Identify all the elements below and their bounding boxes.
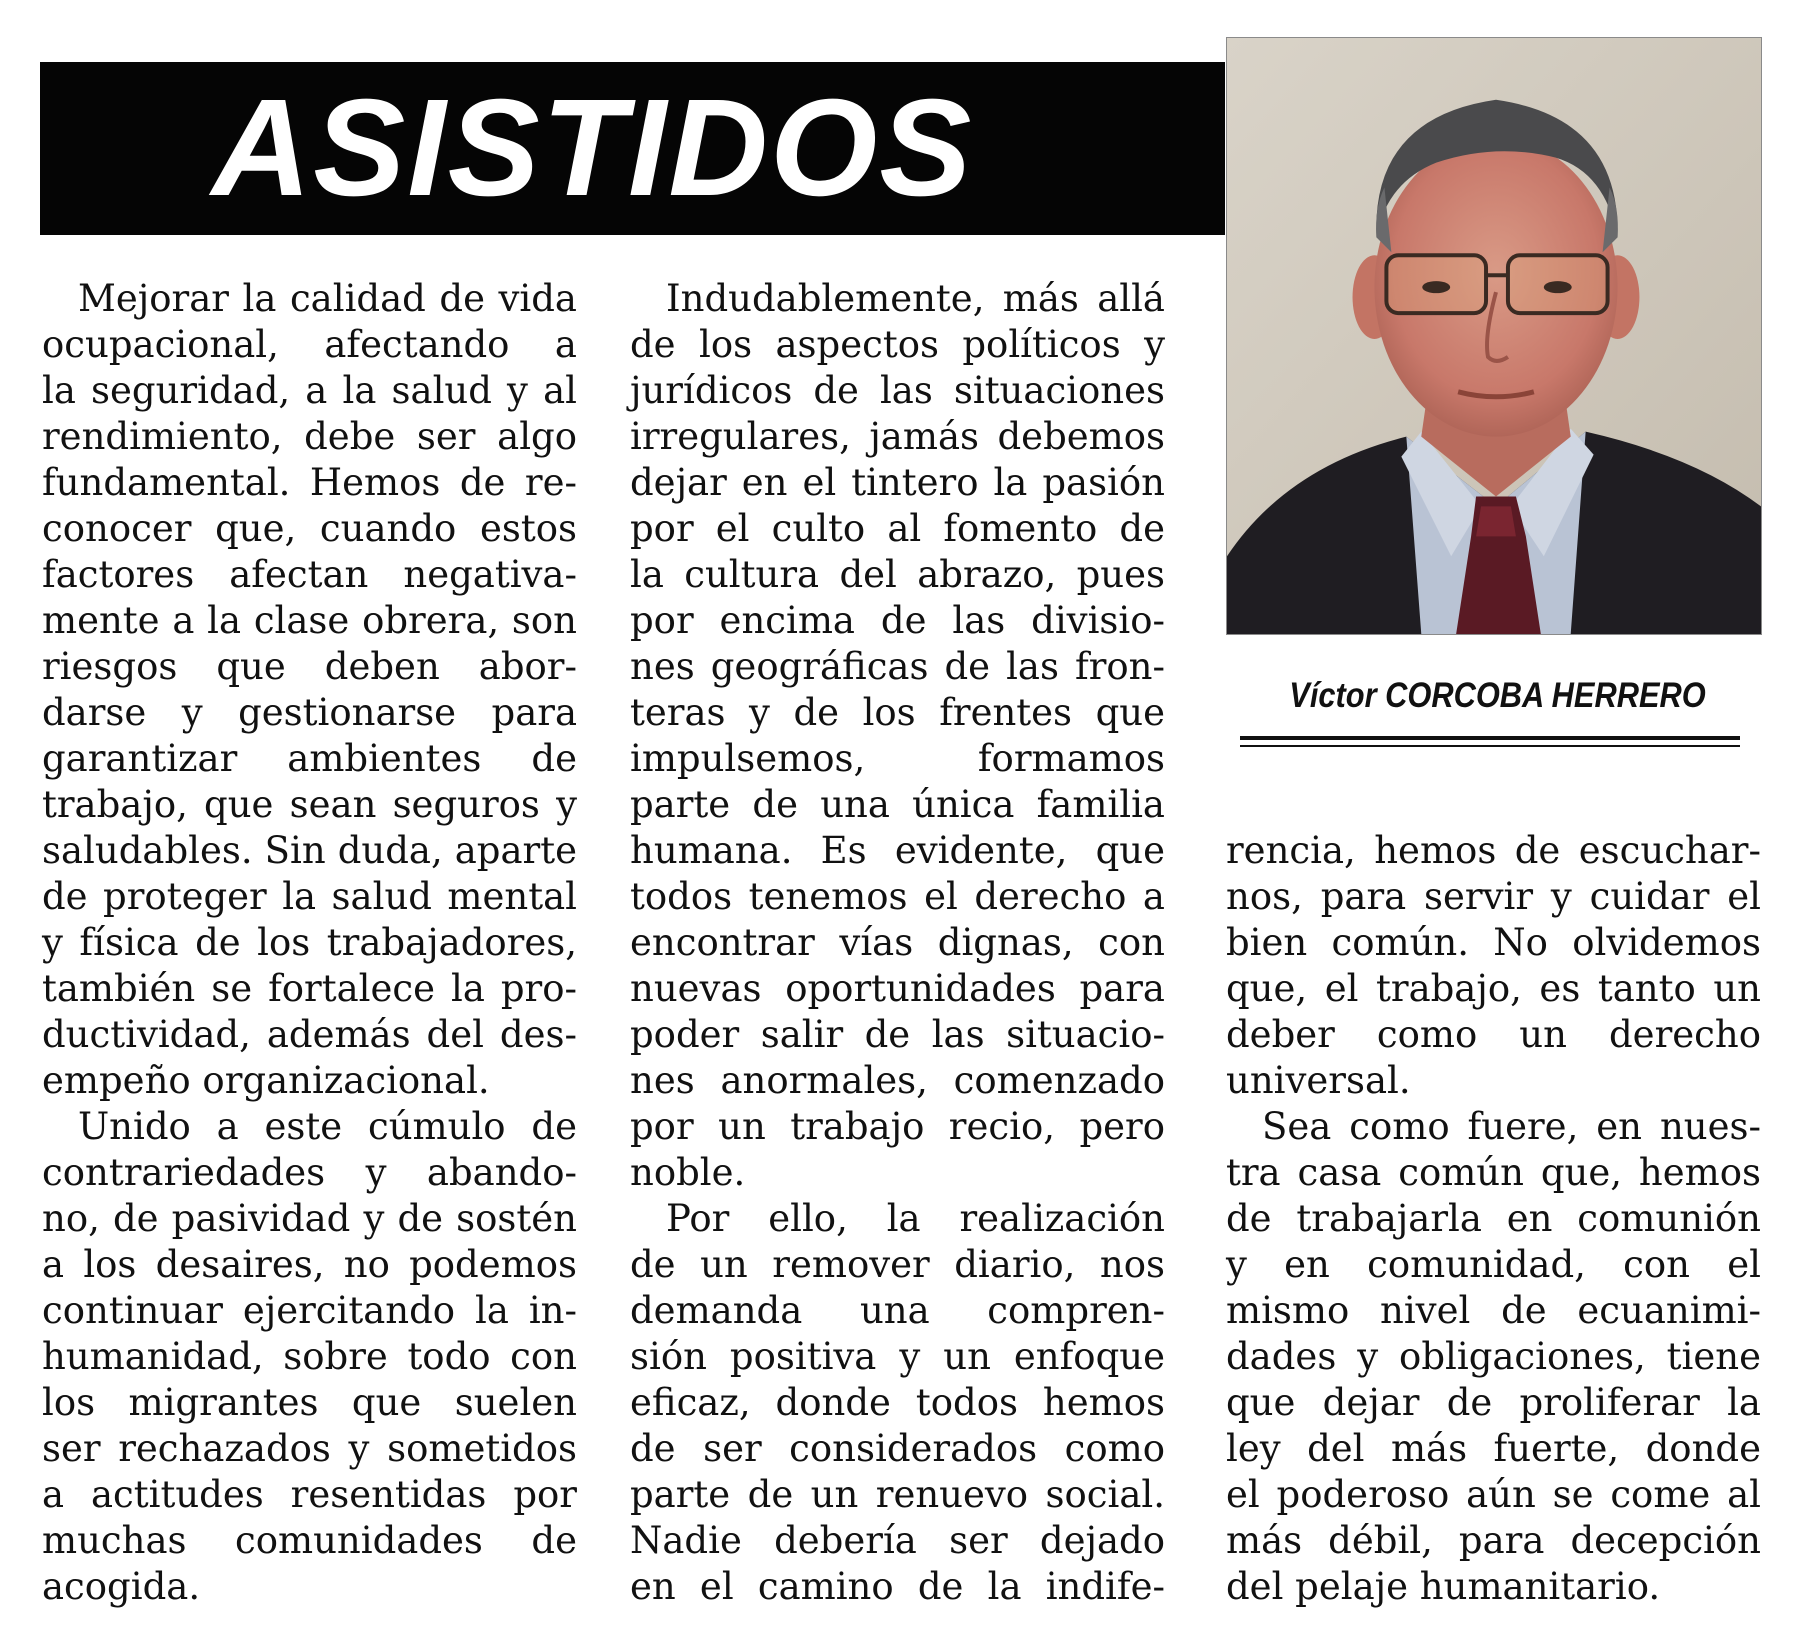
text-line: a los desaires, no podemos xyxy=(42,1243,577,1286)
text-line: noble. xyxy=(630,1151,746,1194)
text-line: humana. Es evidente, que xyxy=(630,829,1165,872)
text-line: muchas comunidades de xyxy=(42,1519,577,1562)
text-line: por un trabajo recio, pero xyxy=(630,1105,1165,1148)
text-line: contrariedades y abando- xyxy=(42,1151,577,1194)
text-line: y en comunidad, con el xyxy=(1226,1243,1761,1286)
text-line: nes anormales, comenzado xyxy=(630,1059,1165,1102)
author-byline: Víctor CORCOBA HERRERO xyxy=(1289,676,1706,715)
text-line: eficaz, donde todos hemos xyxy=(630,1381,1165,1424)
text-line: teras y de los frentes que xyxy=(630,691,1165,734)
article-column-3 xyxy=(1226,828,1761,1610)
text-line: irregulares, jamás debemos xyxy=(630,415,1165,458)
text-line: sión positiva y un enfoque xyxy=(630,1335,1165,1378)
text-line: nuevas oportunidades para xyxy=(630,967,1165,1010)
text-line: demanda una compren- xyxy=(630,1289,1165,1332)
text-line: deber como un derecho xyxy=(1226,1013,1761,1056)
text-line: los migrantes que suelen xyxy=(42,1381,577,1424)
author-portrait-image xyxy=(1227,38,1761,634)
text-line: dades y obligaciones, tiene xyxy=(1226,1335,1761,1378)
text-line: a actitudes resentidas por xyxy=(42,1473,577,1516)
text-line: Sea como fuere, en nues- xyxy=(1262,1105,1761,1148)
author-photo xyxy=(1226,37,1762,635)
text-line: ductividad, además del des- xyxy=(42,1013,577,1056)
byline-rule-thin xyxy=(1240,745,1740,747)
text-line: acogida. xyxy=(42,1565,201,1608)
text-line: encontrar vías dignas, con xyxy=(630,921,1165,964)
text-line: que, el trabajo, es tanto un xyxy=(1226,967,1761,1010)
text-line: por encima de las divisio- xyxy=(630,599,1165,642)
text-line: nos, para servir y cuidar el xyxy=(1226,875,1761,918)
text-line: bien común. No olvidemos xyxy=(1226,921,1761,964)
text-line: riesgos que deben abor- xyxy=(42,645,577,688)
text-line: que dejar de proliferar la xyxy=(1226,1381,1761,1424)
text-line: de ser considerados como xyxy=(630,1427,1165,1470)
title-banner xyxy=(40,62,1225,235)
text-line: trabajo, que sean seguros y xyxy=(42,783,577,826)
text-line: tra casa común que, hemos xyxy=(1226,1151,1761,1194)
text-line: ser rechazados y sometidos xyxy=(42,1427,577,1470)
text-line: empeño organizacional. xyxy=(42,1059,490,1102)
text-line: jurídicos de las situaciones xyxy=(630,369,1165,412)
text-line: la cultura del abrazo, pues xyxy=(630,553,1165,596)
text-line: universal. xyxy=(1226,1059,1411,1102)
text-line: de los aspectos políticos y xyxy=(630,323,1165,366)
text-line: Nadie debería ser dejado xyxy=(630,1519,1165,1562)
text-line: parte de un renuevo social. xyxy=(630,1473,1165,1516)
text-line: ocupacional, afectando a xyxy=(42,323,577,366)
article-title: ASISTIDOS xyxy=(211,71,974,225)
text-line: también se fortalece la pro- xyxy=(42,967,577,1010)
text-line: poder salir de las situacio- xyxy=(630,1013,1165,1056)
text-line: parte de una única familia xyxy=(630,783,1165,826)
text-line: de trabajarla en comunión xyxy=(1226,1197,1761,1240)
text-line: del pelaje humanitario. xyxy=(1226,1565,1661,1608)
text-line: mismo nivel de ecuanimi- xyxy=(1226,1289,1761,1332)
text-line: dejar en el tintero la pasión xyxy=(630,461,1165,504)
text-line: Indudablemente, más allá xyxy=(666,277,1165,320)
text-line: Por ello, la realización xyxy=(666,1197,1165,1240)
text-line: continuar ejercitando la in- xyxy=(42,1289,577,1332)
text-line: saludables. Sin duda, aparte xyxy=(42,829,577,872)
text-line: rendimiento, debe ser algo xyxy=(42,415,577,458)
text-line: garantizar ambientes de xyxy=(42,737,577,780)
text-line: nes geográficas de las fron- xyxy=(630,645,1165,688)
text-line: mente a la clase obrera, son xyxy=(42,599,577,642)
byline-rule-thick xyxy=(1240,736,1740,740)
text-line: humanidad, sobre todo con xyxy=(42,1335,577,1378)
text-line: darse y gestionarse para xyxy=(42,691,577,734)
text-line: conocer que, cuando estos xyxy=(42,507,577,550)
text-line: ley del más fuerte, donde xyxy=(1226,1427,1761,1470)
text-line: Unido a este cúmulo de xyxy=(78,1105,577,1148)
text-line: de proteger la salud mental xyxy=(42,875,577,918)
text-line: todos tenemos el derecho a xyxy=(630,875,1165,918)
text-line: impulsemos, formamos xyxy=(630,737,1165,780)
text-line: factores afectan negativa- xyxy=(42,553,577,596)
article-column-1 xyxy=(42,276,577,1610)
text-line: de un remover diario, nos xyxy=(630,1243,1165,1286)
text-line: Mejorar la calidad de vida xyxy=(78,277,577,320)
text-line: y física de los trabajadores, xyxy=(42,921,577,964)
text-line: no, de pasividad y de sostén xyxy=(42,1197,577,1240)
text-line: la seguridad, a la salud y al xyxy=(42,369,577,412)
text-line: fundamental. Hemos de re- xyxy=(42,461,577,504)
text-line: el poderoso aún se come al xyxy=(1226,1473,1761,1516)
text-line: rencia, hemos de escuchar- xyxy=(1226,829,1761,872)
text-line: por el culto al fomento de xyxy=(630,507,1165,550)
text-line: en el camino de la indife- xyxy=(630,1565,1165,1608)
article-column-2 xyxy=(630,276,1165,1610)
text-line: más débil, para decepción xyxy=(1226,1519,1761,1562)
